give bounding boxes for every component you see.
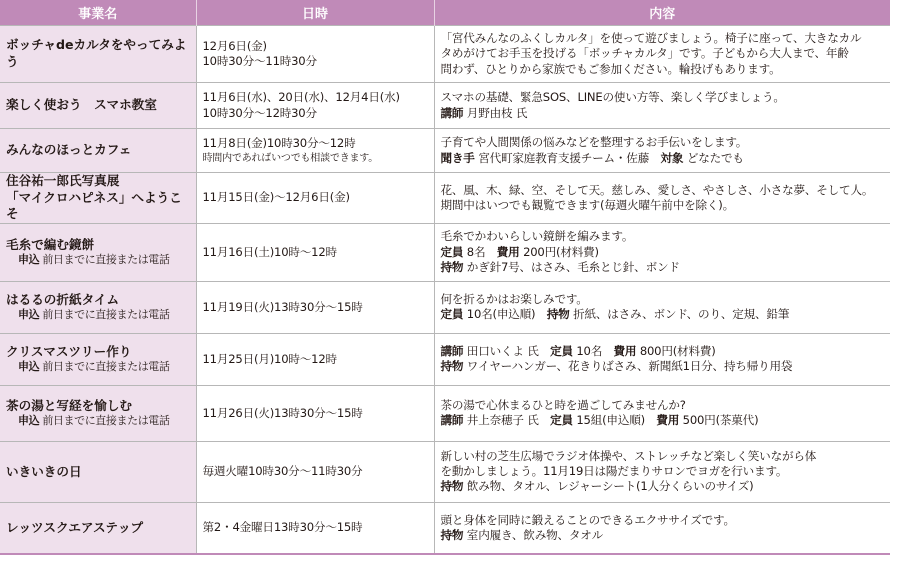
event-datetime: 11月19日(火)13時30分～15時	[196, 281, 434, 333]
event-name: みんなのほっとカフェ	[0, 129, 196, 173]
table-row	[0, 83, 890, 129]
event-datetime: 11月16日(土)10時～12時	[196, 223, 434, 281]
field-value: どなたでも	[686, 150, 744, 165]
field-value: 宮代町家庭教育支援チーム・佐藤	[478, 150, 650, 165]
event-datetime	[196, 129, 434, 173]
content-line: 問わず、ひとりから家族でもご参加ください。輪投げもあります。	[440, 61, 781, 76]
event-datetime: 11月26日(火)13時30分～15時	[196, 385, 434, 441]
table-row	[0, 385, 890, 441]
header-content: 内容	[434, 0, 890, 26]
content-line	[441, 151, 885, 166]
event-content	[434, 173, 890, 224]
header-datetime: 日時	[196, 0, 434, 26]
table-row	[0, 333, 890, 385]
field-value: 10名	[576, 344, 603, 359]
event-name-line: 「マイクロハピネス」へようこそ	[6, 189, 182, 222]
content-line	[441, 344, 885, 359]
event-datetime: 第2・4金曜日13時30分～15時	[196, 502, 434, 554]
field-label: 定員	[440, 244, 464, 259]
application-text: 前日までに直接または電話	[42, 308, 170, 322]
field-value: 200円(材料費)	[523, 244, 599, 259]
content-line	[441, 307, 885, 322]
content-line: 花、風、木、緑、空、そして天。慈しみ、愛しさ、やさしさ、小さな夢、そして人。	[440, 182, 874, 197]
application-text: 前日までに直接または電話	[42, 414, 170, 428]
application-label: 申込	[18, 308, 40, 322]
content-line	[441, 413, 885, 428]
header-event-name: 事業名	[0, 0, 196, 26]
field-value: 飲み物、タオル、レジャーシート(1人分くらいのサイズ)	[466, 479, 754, 494]
date-line: 12月6日(金)	[202, 38, 267, 53]
field-label: 持物	[440, 359, 464, 374]
event-name-line: 茶の湯と写経を愉しむ	[6, 397, 132, 413]
time-line: 10時30分～12時30分	[202, 105, 317, 120]
content-line	[441, 528, 885, 543]
field-value: 10名(申込順)	[466, 307, 536, 322]
field-value: 室内履き、飲み物、タオル	[466, 528, 604, 543]
field-label: 講師	[440, 105, 464, 120]
event-content	[434, 441, 890, 502]
content-line	[441, 106, 885, 121]
event-content	[434, 26, 890, 83]
field-value: 8名	[466, 244, 486, 259]
field-label: 聞き手	[440, 150, 475, 165]
event-datetime: 11月25日(月)10時～12時	[196, 333, 434, 385]
application-text: 前日までに直接または電話	[42, 253, 170, 267]
event-content	[434, 385, 890, 441]
event-name-line: はるるの折紙タイム	[6, 291, 120, 307]
event-content	[434, 333, 890, 385]
event-name-line: 毛糸で編む鏡餅	[6, 236, 95, 252]
content-line: 子育てや人間関係の悩みなどを整理するお手伝いをします。	[440, 135, 748, 150]
field-value: かぎ針7号、はさみ、毛糸とじ針、ボンド	[466, 259, 680, 274]
field-label: 対象	[660, 150, 684, 165]
event-name: いきいきの日	[0, 441, 196, 502]
field-label: 持物	[546, 307, 570, 322]
field-value: 井上奈穂子 氏	[466, 413, 539, 428]
event-content	[434, 129, 890, 173]
content-line	[441, 260, 885, 275]
content-line: タめがけてお手玉を投げる「ボッチャカルタ」です。子どもから大人まで、年齢	[440, 46, 849, 61]
application-label: 申込	[18, 360, 40, 374]
date-line: 11月8日(金)10時30分～12時	[202, 136, 356, 151]
event-name: レッツスクエアステップ	[0, 502, 196, 554]
content-line	[441, 479, 885, 494]
content-line: 頭と身体を同時に鍛えることのできるエクササイズです。	[440, 512, 735, 527]
content-line: 新しい村の芝生広場でラジオ体操や、ストレッチなど楽しく笑いながら体	[440, 448, 817, 463]
field-label: 講師	[440, 413, 464, 428]
field-value: 500円(茶菓代)	[682, 413, 759, 428]
field-value: 田口いくよ 氏	[466, 344, 539, 359]
field-value: 800円(材料費)	[639, 344, 716, 359]
field-label: 費用	[613, 344, 637, 359]
table-row	[0, 129, 890, 173]
event-datetime: 11月15日(金)～12月6日(金)	[196, 173, 434, 224]
event-content	[434, 223, 890, 281]
event-name	[0, 173, 196, 224]
table-row	[0, 223, 890, 281]
field-label: 持物	[440, 528, 464, 543]
content-line: 期間中はいつでも観覧できます(毎週火曜午前中を除く)。	[440, 197, 734, 212]
table-row	[0, 441, 890, 502]
event-name-line: 住谷祐一郎氏写真展	[6, 173, 120, 188]
event-content	[434, 281, 890, 333]
application-label: 申込	[18, 414, 40, 428]
content-line	[441, 245, 885, 260]
table-row	[0, 173, 890, 224]
event-datetime	[196, 83, 434, 129]
content-line: 「宮代みんなのふくしカルタ」を使って遊びましょう。椅子に座って、大きなカル	[440, 31, 862, 46]
application-label: 申込	[18, 253, 40, 267]
field-label: 定員	[550, 344, 573, 359]
event-name: ボッチャdeカルタをやってみよう	[0, 26, 196, 83]
event-content	[434, 502, 890, 554]
application-note	[6, 360, 190, 375]
field-label: 費用	[496, 244, 520, 259]
event-content	[434, 83, 890, 129]
field-value: 月野由枝 氏	[466, 105, 528, 120]
event-name: 楽しく使おう スマホ教室	[0, 83, 196, 129]
date-note: 時間内であればいつでも相談できます。	[202, 152, 379, 164]
event-datetime: 毎週火曜10時30分～11時30分	[196, 441, 434, 502]
content-line	[441, 359, 885, 374]
date-line: 11月6日(水)、20日(水)、12月4日(水)	[202, 90, 400, 105]
event-name	[0, 281, 196, 333]
application-note	[6, 253, 190, 268]
content-line: スマホの基礎、緊急SOS、LINEの使い方等、楽しく学びましょう。	[440, 90, 785, 105]
table-header-row	[0, 0, 890, 26]
content-line: 茶の湯で心休まるひと時を過ごしてみませんか?	[440, 398, 686, 413]
field-label: 講師	[440, 344, 464, 359]
event-datetime	[196, 26, 434, 83]
table-row	[0, 26, 890, 83]
field-value: ワイヤーハンガー、花きりばさみ、新聞紙1日分、持ち帰り用袋	[466, 359, 793, 374]
event-name	[0, 385, 196, 441]
field-label: 持物	[440, 479, 464, 494]
application-note	[6, 414, 190, 429]
field-label: 定員	[550, 413, 573, 428]
event-name	[0, 333, 196, 385]
content-line: を動かしましょう。11月19日は陽だまりサロンでヨガを行います。	[440, 464, 788, 479]
field-value: 折紙、はさみ、ボンド、のり、定規、鉛筆	[573, 307, 790, 322]
table-row	[0, 281, 890, 333]
field-label: 持物	[440, 259, 464, 274]
event-name	[0, 223, 196, 281]
content-line: 何を折るかはお楽しみです。	[440, 292, 588, 307]
event-name-line: クリスマスツリー作り	[6, 343, 132, 359]
content-line: 毛糸でかわいらしい鏡餅を編みます。	[440, 229, 634, 244]
field-value: 15組(申込順)	[576, 413, 645, 428]
application-note	[6, 308, 190, 323]
field-label: 定員	[440, 307, 464, 322]
table-row	[0, 502, 890, 554]
time-line: 10時30分～11時30分	[202, 54, 317, 68]
field-label: 費用	[656, 413, 680, 428]
application-text: 前日までに直接または電話	[42, 360, 170, 374]
